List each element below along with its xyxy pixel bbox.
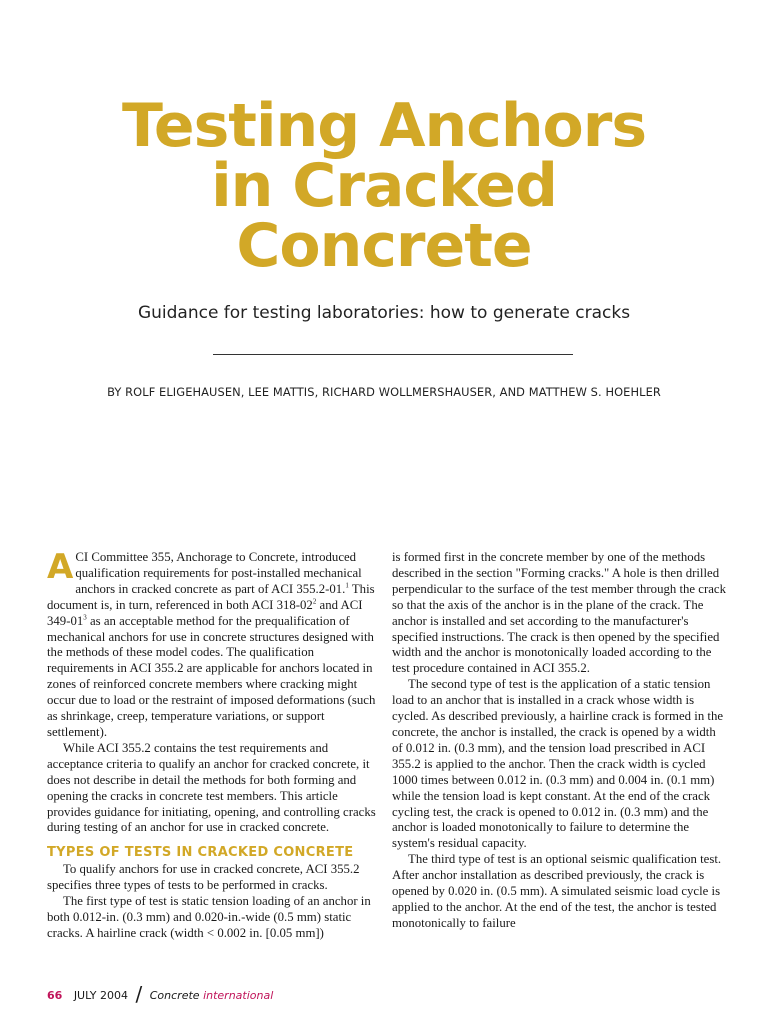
footer-separator: / xyxy=(135,982,143,1006)
publication-name: Concrete xyxy=(149,989,200,1002)
page-number: 66 xyxy=(47,989,63,1002)
section-heading: TYPES OF TESTS IN CRACKED CONCRETE xyxy=(47,845,354,861)
paragraph: The first type of test is static tension loading of an anchor in both 0.012-in. (0.3 mm) and 0.020-in.-wide (0.5 mm) static cracks. A hairline crack (width < 0.002 in. [0.05 mm]) xyxy=(47,894,371,940)
footnote-ref: 2 xyxy=(312,597,317,606)
left-column xyxy=(47,547,381,942)
title-line: Concrete xyxy=(236,211,532,281)
page-footer xyxy=(47,980,273,1004)
article-title xyxy=(0,91,768,281)
paragraph-text: CI Committee 355, Anchorage to Concrete, introduced qualification requirements for post-installed mechanical anchors in cracked concrete as part of ACI 355.2-01. xyxy=(75,550,362,596)
right-column xyxy=(392,550,726,932)
paragraph: To qualify anchors for use in cracked concrete, ACI 355.2 specifies three types of tests to be performed in cracks. xyxy=(47,862,360,893)
divider-rule xyxy=(213,354,573,355)
paragraph xyxy=(47,547,381,741)
paragraph: is formed first in the concrete member by one of the methods described in the section "Forming cracks." A hole is then drilled perpendicular to the surface of the test member through the crack so that the axis of the anchor is in the plane of the crack. The anchor is installed and set according to the manufacturer's specified instructions. The crack is then opened by the specified width and the anchor is monotonically loaded according to the test procedure contained in ACI 355.2. xyxy=(392,550,726,676)
footnote-ref: 3 xyxy=(83,613,87,622)
byline: BY ROLF ELIGEHAUSEN, LEE MATTIS, RICHARD WOLLMERSHAUSER, AND MATTHEW S. HOEHLER xyxy=(107,385,661,399)
paragraph-text: This document is, in turn, referenced in both ACI 318-02 xyxy=(47,581,375,612)
title-line: Testing Anchors xyxy=(121,91,647,161)
paragraph: The second type of test is the application of a static tension load to an anchor that is installed in a crack whose width is cycled. As described previously, a hairline crack is formed in the concrete, the anchor is installed, the crack is opened by a width of 0.012 in. (0.3 mm), and the tension load prescribed in ACI 355.2 is applied to the anchor. Then the crack width is cycled 1000 times between 0.012 in. (0.3 mm) and 0.004 in. (0.1 mm) while the tension load is kept constant. At the end of the crack cycling test, the crack is opened to 0.012 in. (0.3 mm) and the anchor is loaded monotonically to failure to determine the system's residual capacity. xyxy=(392,677,724,851)
footnote-ref: 1 xyxy=(345,581,349,590)
paragraph-text: and ACI 349-01 xyxy=(47,597,363,628)
paragraph: While ACI 355.2 contains the test requirements and acceptance criteria to qualify an anchor for cracked concrete, it does not describe in detail the methods for both forming and opening the cracks in concrete test members. This article provides guidance for initiating, opening, and controlling cracks during testing of an anchor for use in cracked concrete. xyxy=(47,740,376,835)
article-subtitle: Guidance for testing laboratories: how to generate cracks xyxy=(137,303,631,323)
paragraph-text: as an acceptable method for the prequalification of mechanical anchors for use in concrete structures designed with the methods of these model codes. The qualification requirements in ACI 355.2 are applicable for anchors located in zones of reinforced concrete members where cracking might occur due to load or the restraint of imposed deformations (such as shrinkage, creep, temperature variations, or support settlement). xyxy=(47,613,376,739)
issue-date: JULY 2004 xyxy=(73,989,128,1002)
paragraph: The third type of test is an optional seismic qualification test. After anchor installation as described previously, the crack is opened by 0.020 in. (0.5 mm). A simulated seismic load cycle is applied to the anchor. At the end of the test, the anchor is tested monotonically to failure xyxy=(392,852,722,930)
publication-name-accent: international xyxy=(203,989,274,1002)
title-line: in Cracked xyxy=(211,151,557,221)
drop-cap: A xyxy=(47,547,74,587)
